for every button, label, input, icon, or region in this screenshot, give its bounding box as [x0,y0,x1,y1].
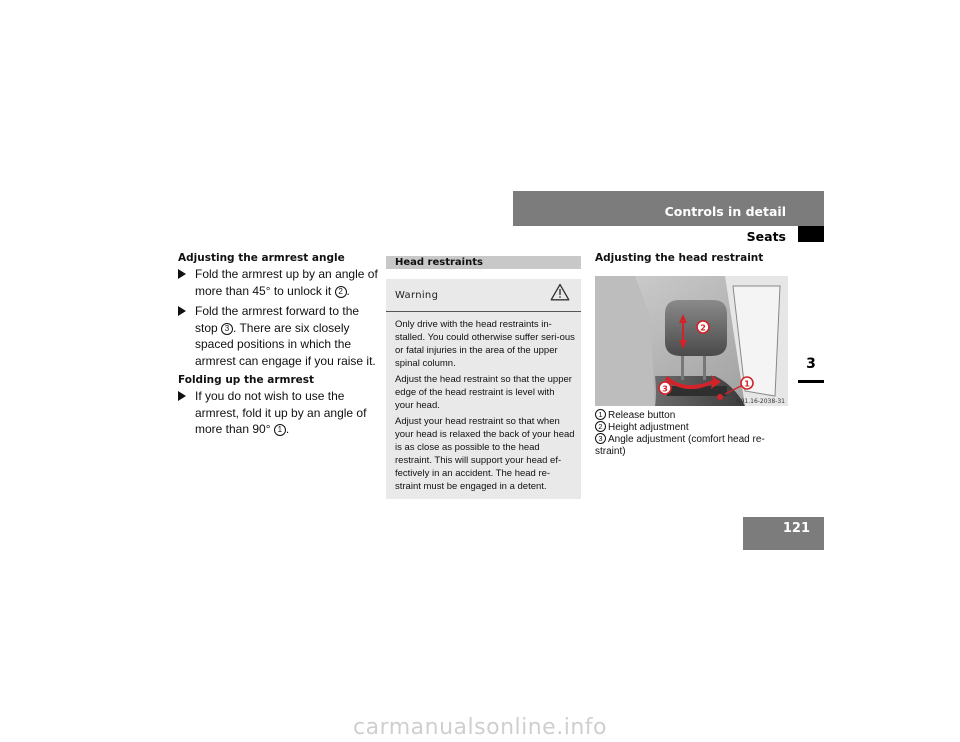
caption-release-button: 1 Release button [595,409,675,422]
photo-code: N91.16-2038-31 [736,398,785,405]
section-marker-block [798,226,824,242]
chapter-tab-bar [798,380,824,383]
step-fold-forward: Fold the armrest forward to the stop 3 . There are six closely spaced positions in which the armrest can engage if you raise it. [178,303,378,369]
warning-divider [386,311,581,312]
warning-paragraph-2: Adjust the head restraint so that the upper edge of the head restraint is level with your head. [395,374,572,411]
caption-height-adjustment: 2 Height adjustment [595,421,689,434]
step-fold-up: If you do not wish to use the armrest, fold it up by an angle of more than 90° 1 . [178,388,378,438]
svg-text:2: 2 [700,323,706,333]
adjust-head-restraint-heading: Adjusting the head restraint [595,252,764,264]
callout-number: 1 [274,424,286,436]
folding-armrest-heading: Folding up the armrest [178,374,315,386]
callout-number: 2 [335,286,347,298]
page-number: 121 [782,521,810,536]
callout-number: 3 [221,323,233,335]
warning-paragraph-1: Only drive with the head restraints in-stalled. You could otherwise suffer seri-ous or fatal injuries in the area of the upper spinal column. [395,319,575,369]
head-restraints-title: Head restraints [395,257,483,268]
bullet-arrow-icon [178,269,186,279]
head-restraint-photo [595,276,788,406]
armrest-angle-heading: Adjusting the armrest angle [178,252,345,264]
bullet-arrow-icon [178,391,186,401]
svg-text:3: 3 [662,384,668,394]
svg-text:1: 1 [744,379,750,389]
caption-angle-adjustment: 3 Angle adjustment (comfort head re-straint) [595,434,765,457]
warning-triangle-icon [550,283,570,301]
bullet-arrow-icon [178,306,186,316]
warning-paragraph-3: Adjust your head restraint so that when your head is relaxed the back of your head is as close as possible to the head restraint. This will support your head ef-fectively in an accident. The head re-straint must be engaged in a detent. [395,416,575,492]
section-title: Seats [746,229,786,244]
chapter-title: Controls in detail [664,204,786,219]
step-unlock-armrest: Fold the armrest up by an angle of more than 45° to unlock it 2 . [178,266,378,299]
watermark: carmanualsonline.info [353,715,607,740]
chapter-tab-number: 3 [806,356,816,372]
warning-label: Warning [395,290,439,301]
